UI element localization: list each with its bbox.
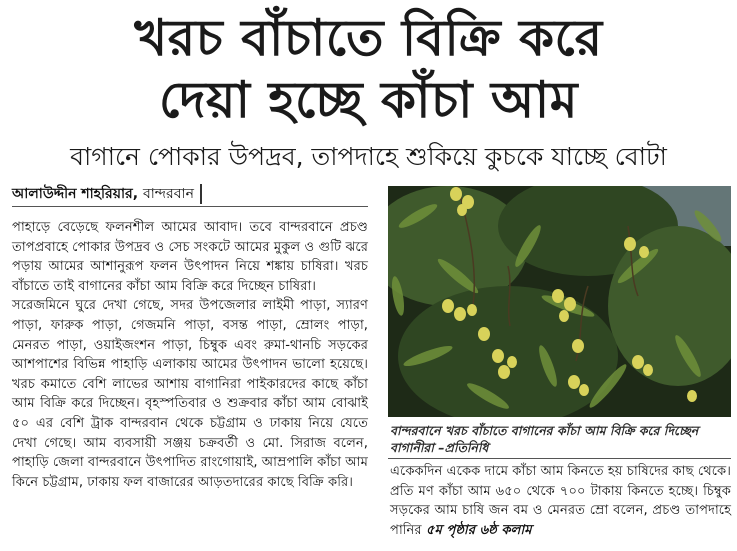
byline-location: বান্দরবান: [142, 186, 194, 202]
headline-line-1: খরচ বাঁচাতে বিক্রি করে: [134, 9, 603, 67]
article-paragraph: সরেজমিনে ঘুরে দেখা গেছে, সদর উপজেলার লাইমী পাড়া, স্যারণ পাড়া, ফারুক পাড়া, গেজমনি পাড়া, বসন্ত পাড়া, ম্রোলং পাড়া, মেনরত পাড়া, ওয়াইজংশন পাড়া, চিম্বুক এবং রুমা-থানচি সড়কের আশপাশের বিভিন্ন পাহাড়ি এলাকায় আমের উৎপাদন ভালো হয়েছে। খরচ কমাতে বেশি লাভের আশায় বাগানিরা পাইকারদের কাছে কাঁচা আম বিক্রি করে দিচ্ছেন। বৃহস্পতিবার ও শুক্রবার কাঁচা আম বোঝাই ৫০ এর বেশি ট্রাক বান্দরবান থেকে চট্টগ্রাম ও ঢাকায় নিয়ে যেতে দেখা গেছে। আম ব্যবসায়ী সঞ্জয় চক্রবর্তী ও মো. সিরাজ বলেন, পাহাড়ি জেলা বান্দরবানে উৎপাদিত রাংগোয়াই, আম্রপালি কাঁচা আম কিনে চট্টগ্রাম, ঢাকায় ফল বাজারের আড়তদারের কাছে বিক্রি করি।: [12, 298, 368, 490]
mango-tree-photo: [388, 186, 731, 417]
caption-divider: [388, 458, 731, 459]
byline-divider: [12, 206, 368, 207]
photo-caption: বান্দরবানে খরচ বাঁচাতে বাগানের কাঁচা আম বিক্রি করে দিচ্ছেন বাগানীরা –প্রতিনিধি: [390, 423, 699, 455]
byline-author: আলাউদ্দীন শাহরিয়ার,: [12, 186, 139, 202]
article-paragraph-text: একেকদিন একেক দামে কাঁচা আম কিনতে হয় চাষিদের কাছ থেকে। প্রতি মণ কাঁচা আম ৬৫০ থেকে ৭০০ টাকায় কিনতে হচ্ছে। চিম্বুক সড়কের আম চাষি জন বম ও মেনরত ম্রো বলেন, প্রচণ্ড তাপদাহে পানির: [390, 464, 731, 538]
mango-tree-illustration: [388, 186, 731, 417]
headline-line-2: দেয়া হচ্ছে কাঁচা আম: [159, 71, 578, 129]
article-paragraph: [390, 462, 731, 540]
article-body-right: [390, 462, 731, 540]
continuation-link[interactable]: ৫ম পৃষ্ঠার ৬ষ্ঠ কলাম: [425, 522, 532, 538]
subheadline: বাগানে পোকার উপদ্রব, তাপদাহে শুকিয়ে কুচকে যাচ্ছে বোটা: [70, 142, 667, 171]
byline: [12, 184, 202, 204]
article-body-left: [12, 218, 368, 492]
article-paragraph: পাহাড়ে বেড়েছে ফলনশীল আমের আবাদ। তবে বান্দরবানে প্রচণ্ড তাপপ্রবাহে পোকার উপদ্রব ও সেচ সংকটে আমের মুকুল ও গুটি ঝরে পড়ায় আমের আশানুরূপ ফলন উৎপাদন নিয়ে শঙ্কায় চাষিরা। খরচ বাঁচাতে তাই বাগানের কাঁচা আম বিক্রি করে দিচ্ছেন চাষিরা।: [12, 220, 368, 294]
